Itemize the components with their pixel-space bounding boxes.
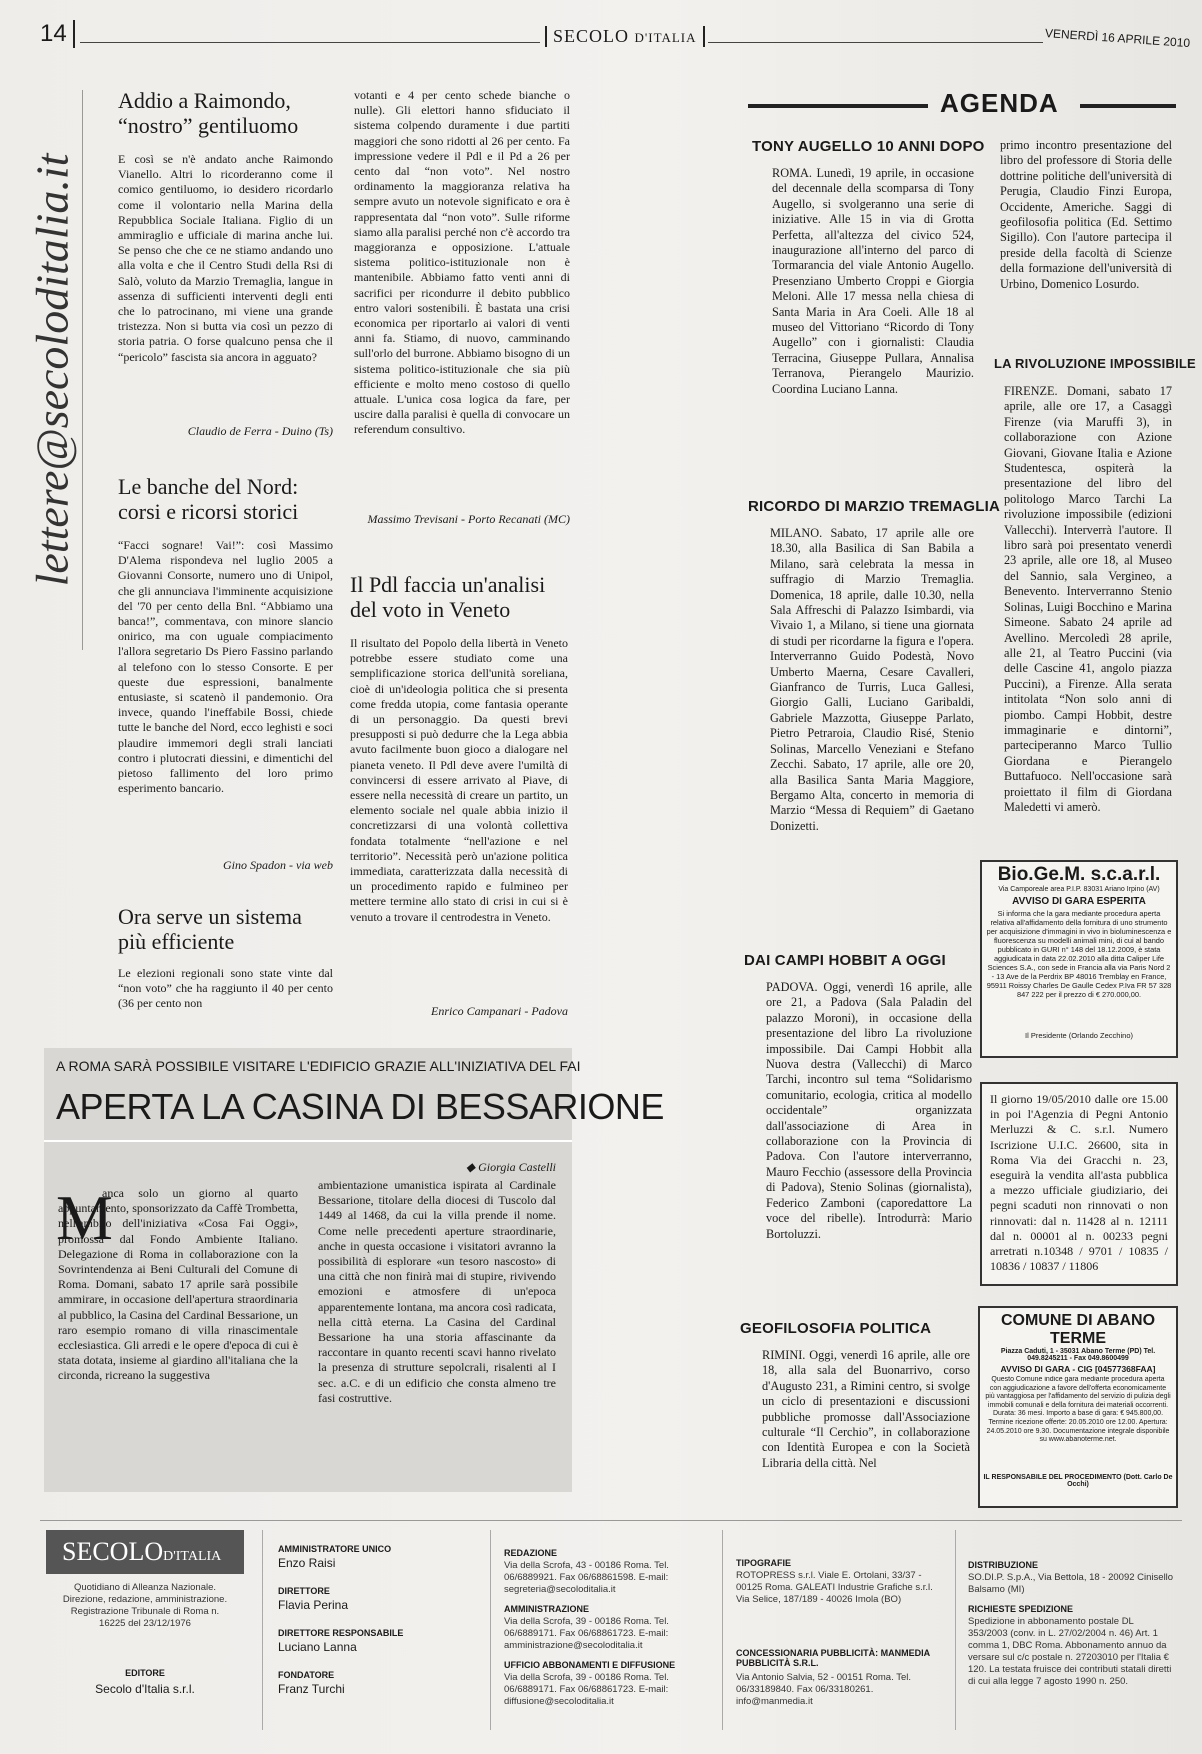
letter-body-continued: votanti e 4 per cento schede bianche o nulle). Gli elettori hanno sfiduciato il sistema colpendo duramente i due partiti maggiori che sono ridotti al 26 per cento. Fa impressione vedere il Pdl e il Pd a 26 per cento dal “non voto”. Nel nostro ordinamento la maggioranza relativa ha sempre avuto un notevole significato e ora è rappresentata dal “non voto”. Sulle riforme siamo alla paralisi perché non c'è accordo tra maggioranza e opposizione. L'attuale sistema politico-istituzionale non è mantenibile. Abbiamo fatto venti anni di sacrifici per ricondurre il debito pubblico entro valori sostenibili. È bastata una crisi economica per riportarlo ai valori di venti anni fa. Stiamo, di nuovo, camminando sull'orlo del burrone. Abbiamo bisogno di un sistema politico-istituzionale che sia più efficiente e molto meno costoso di quello attuale. L'unica cosa logica da fare, per uscire dalla paralisi è quella di convocare un referendum consultivo. [354,88,570,437]
ad-pegni [980,1082,1178,1286]
footer-label: EDITORE [125,1668,165,1678]
ad-title: COMUNE DI ABANO TERME [1000,1312,1156,1347]
letter-title [118,904,338,954]
footer-label: DISTRIBUZIONE [968,1560,1039,1570]
agenda-item-body: ROMA. Lunedì, 19 aprile, in occasione del decennale della scomparsa di Tony Augello, si svolgeranno una serie di iniziative. Alle 15 in via di Grotta Perfetta, all'altezza del civico 524, inaugurazione all'interno del parco di Tormarancia del viale Antonio Augello. Presenziano Umberto Croppi e Giorgia Meloni. Alle 17 messa nella chiesa di Santa Maria in Ara Coeli. Alle 18 al museo del Vittoriano “Ricordo di Tony Augello” con i giornalisti: Claudia Terracina, Giuseppe Pullara, Annalisa Terranova, Pierangelo Maurizio. Coordina Luciano Lanna. [772,166,974,396]
agenda-item-title: LA RIVOLUZIONE IMPOSSIBILE [994,356,1196,371]
ad-abano [978,1306,1178,1508]
letter-title-line: Le banche del Nord: [118,474,299,499]
footer-label: AMMINISTRATORE UNICO [278,1544,392,1554]
letter-title [118,88,338,138]
feature-dropcap: M [56,1182,113,1253]
letter-signature: Massimo Trevisani - Porto Recanati (MC) [367,512,570,526]
ad-address: Via Camporeale area P.I.P. 83031 Ariano Irpino (AV) [998,886,1160,893]
footer-label: FONDATORE [278,1670,335,1680]
footer-editore: Secolo d'Italia s.r.l. [95,1682,195,1696]
letter-signature: Enrico Campanari - Padova [431,1004,568,1018]
footer-label: AMMINISTRAZIONE [504,1604,589,1614]
agenda-item-body: primo incontro presentazione del libro del professore di Storia delle dottrine politiche dell'università di Perugia, Claudio Finzi Europa, Occidente, Americhe. Saggi di geofilosofia politica (Ed. Settimo Sigillo). Con l'autore partecipa il preside della facoltà di Scienze della formazione dell'università di Urbino, Domenico Losurdo. [1000,138,1172,291]
letter-title [118,474,338,524]
footer-tipografie: ROTOPRESS s.r.l. Viale E. Ortolani, 33/37 - 00125 Roma. GALEATI Industrie Grafiche s.r.l. Via Selice, 187/189 - 40026 Imola (BO) [736,1570,933,1605]
letter-signature: Claudio de Ferra - Duino (Ts) [187,424,333,438]
agenda-rule-right [1080,104,1176,108]
ad-address: Piazza Caduti, 1 - 35031 Abano Terme (PD) Tel. 049.8245211 - Fax 049.8600499 [1000,1348,1156,1362]
agenda-item-body: PADOVA. Oggi, venerdì 16 aprile, alle ore 21, a Padova (Sala Paladin del palazzo Moroni), in occasione della presentazione del libro La rivoluzione impossibile. Dai Campi Hobbit alla Nuova destra (Vallecchi) di Marco Tarchi, incontro sul tema “Solidarismo comunitario, ecologia, critica al modello occidentale” organizzata dall'associazione di Area in collaborazione con la Provincia di Padova. Con l'autore interverranno, Mauro Fecchio (assessore della Provincia di Padova), Stenio Solinas (giornalista), Federico Zamboni (caporedattore La voce del ribelle). Introdurrà: Mario Bortoluzzi. [766,980,972,1241]
ad-heading: AVVISO DI GARA ESPERITA [1012,896,1146,907]
letter-title-line: Il Pdl faccia un'analisi [350,572,546,597]
letter-title-line: più efficiente [118,929,235,954]
ad-title: Bio.Ge.M. s.c.a.r.l. [997,864,1161,885]
feature-kicker: A ROMA SARÀ POSSIBILE VISITARE L'EDIFICIO GRAZIE ALL'INIZIATIVA DEL FAI [56,1058,581,1074]
masthead-suffix: D'ITALIA [634,30,697,45]
footer-label: TIPOGRAFIE [736,1558,792,1568]
footer-abbonamenti: Via della Scrofa, 39 - 00186 Roma. Tel. 06/6889171. Fax 06/68861723. E-mail: diffusione@secoloditalia.it [504,1672,669,1707]
footer-logo [46,1530,244,1574]
ad-body: Il giorno 19/05/2010 dalle ore 15.00 in poi l'Agenzia di Pegni Antonio Merluzzi & C. s.r.l. Numero Iscrizione U.I.C. 26600, sita in Roma Via dei Gracchi n. 23, eseguirà la vendita all'asta pubblica a mezzo ufficiale giudiziario, dei pegni scaduti non rinnovati o non rinnovati: dal n. 11428 al n. 12111 dal n. 00001 al n. 00233 pegni arretrati n.10348 / 9701 / 10835 / 10836 / 10837 / 11806 [990,1092,1168,1274]
feature-author: ◆ Giorgia Castelli [465,1160,556,1174]
letter-signature: Gino Spadon - via web [223,858,333,872]
footer-label: UFFICIO ABBONAMENTI E DIFFUSIONE [504,1660,676,1670]
footer-redazione: Via della Scrofa, 43 - 00186 Roma. Tel. 06/6889921. Fax 06/68861598. E-mail: segreteria@secoloditalia.it [504,1560,669,1595]
footer-publisher-note: Quotidiano di Alleanza Nazionale. Direzione, redazione, amministrazione. Registrazione Tribunale di Roma n. 16225 del 23/12/1976 [62,1582,228,1629]
letter-body: Il risultato del Popolo della libertà in Veneto potrebbe essere studiato come una semplificazione storica dell'unità soreliana, cioè di un'ideologia politica che si presenta come fredda utopia, come fantasia operante di un personaggio. Da questi brevi presupposti si può dedurre che la Lega abbia avuto facilmente buon gioco a dialogare nel pianeta veneto. Il Pdl deve avere l'umiltà di convincersi di essere arrivato al Piave, di essere nella necessità di creare un partito, un elemento sociale nel quale abbia inizio il concretizzarsi di una volontà collettiva fondata totalmente “nell'azione e nel territorio”. Necessità però un'azione politica immediata, caratterizzata dalla necessità di un procedimento rapido e fulmineo per mettere termine allo stato di crisi in cui si è venuto a trovare il centrodestra in Veneto. [350,636,568,924]
letters-email[interactable] [26,90,78,650]
footer-label: DIRETTORE [278,1586,330,1596]
footer-divider [262,1530,263,1730]
masthead-title: SECOLO [553,26,630,46]
ad-biogem [980,860,1178,1058]
letters-email-text: lettere@secoloditalia.it [26,153,78,587]
letter-title-line: del voto in Veneto [350,597,511,622]
feature-separator [44,1140,572,1142]
ad-heading: AVVISO DI GARA - CIG [04577368FAA] [1000,1364,1156,1374]
issue-date: VENERDÌ 16 APRILE 2010 [1044,26,1191,51]
footer-pubblicita: Via Antonio Salvia, 52 - 00151 Roma. Tel. 06/33189840. Fax 06/33180261. info@manmedia.it [736,1672,911,1707]
page-number: 14 [40,20,75,48]
feature-body-col1: anca solo un giorno al quarto appuntamento, sponsorizzato da Caffè Trombetta, nell'ambito dell'iniziativa «Cosa Fai Oggi», promossa dal Fondo Ambiente Italiano. Delegazione di Roma in collaborazione con la Sovrintendenza ai Beni Culturali del Comune di Roma. Domani, sabato 17 aprile sarà possibile ammirare, in occasione dell'apertura straordinaria al pubblico, la Casina del Cardinal Bessarione, un raro esempio romano di villa rinascimentale ecclesiastica. Gli arredi e le opere d'epoca di cui è stata dotata, insieme al giardino all'italiana che la circonda, ricreano la suggestiva [58,1186,298,1383]
agenda-item-title: DAI CAMPI HOBBIT A OGGI [744,952,946,969]
footer-divider [722,1530,723,1730]
column-divider [82,90,83,650]
footer-admin: Enzo Raisi [278,1556,336,1570]
agenda-rule-left [748,104,928,108]
agenda-item-body: RIMINI. Oggi, venerdì 16 aprile, alle ore 18, alla sala del Buonarrivo, corso d'Augusto 231, a Rimini centro, si svolge un ciclo di presentazioni e discussioni pubbliche promosse dall'Associazione culturale “Il Cerchio”, in collaborazione con Identità Europea e con la Società Libraria della città. Nel [762,1348,970,1470]
header-rule-left [80,42,540,43]
footer-logo-suffix: D'ITALIA [163,1549,222,1564]
footer-amministrazione: Via della Scrofa, 39 - 00186 Roma. Tel. 06/6889171. Fax 06/68861723. E-mail: amministrazione@secoloditalia.it [504,1616,669,1651]
footer-resp: Luciano Lanna [278,1640,357,1654]
footer-direttore: Flavia Perina [278,1598,349,1612]
feature-body-col2: ambientazione umanistica ispirata al Cardinale Bessarione, titolare della diocesi di Tuscolo dal 1449 al 1468, da cui la villa prende il nome. Come nelle precedenti aperture straordinarie, anche in questa occasione i visitatori avranno la possibilità di esplorare «un tesoro nascosto» di una città che non finirà mai di stupire, rivivendo emozioni e atmosfere di un'epoca apparentemente lontana, ma ancora così radicata, nella città eterna. La Casina del Cardinal Bessarione ha una storia affascinante da raccontare in quanto recenti scavi hanno rivelato la presenza di strutture sepolcrali, risalenti al I sec. a.C. e di un edificio che consta almeno tre fasi costruttive. [318,1178,556,1405]
feature-title: APERTA LA CASINA DI BESSARIONE [56,1086,664,1127]
ad-signer: IL RESPONSABILE DEL PROCEDIMENTO (Dott. Carlo De Occhi) [983,1474,1173,1488]
letter-title-line: corsi e ricorsi storici [118,499,299,524]
footer-logo-text: SECOLO [62,1537,164,1566]
footer-distribuzione: SO.DI.P. S.p.A., Via Bettola, 18 - 20092 Cinisello Balsamo (MI) [968,1572,1174,1595]
agenda-item-title: RICORDO DI MARZIO TREMAGLIA [748,498,1001,515]
footer-label: REDAZIONE [504,1548,558,1558]
letter-title-line: Ora serve un sistema [118,904,302,929]
letter-title-line: “nostro” gentiluomo [118,113,299,138]
header-rule-right [708,42,1043,43]
letter-body: “Facci sognare! Vai!”: così Massimo D'Alema rispondeva nel luglio 2005 a Giovanni Consorte, numero uno di Unipol, che gli annunciava l'imminente acquisizione del '70 per cento della Bnl. “Abbiamo una banca!”, commentava, con minore slancio onirico, ma con uguale compiacimento l'allora segretario Ds Piero Fassino parlando al telefono con lo stesso Consorte. E per queste due espressioni, banalmente entusiaste, si scatenò il pandemonio. Ora invece, quando l'ineffabile Bossi, chiede tutte le banche del Nord, ecco leghisti e soci plaudire immemori degli strali lanciati contro i plutocrati diessini, e dimentichi del pietoso fallimento del loro primo esperimento bancario. [118,538,333,796]
letter-title-line: Addio a Raimondo, [118,88,291,113]
ad-signer: Il Presidente (Orlando Zecchino) [1025,1031,1133,1040]
letter-body: E così se n'è andato anche Raimondo Vianello. Altri lo ricorderanno come il comico gentiluomo, io desidero ricordarlo come il volontario nella Marina della Repubblica Sociale Italiana. Figlio di un ammiraglio e ufficiale di marina anche lui. Se penso che che ce ne stiamo andando uno alla volta e che il Centro Studi della Rsi di Salò, voluto da Marzio Tremaglia, langue in assenza di sufficienti interventi degli enti che lo patrocinano, mi viene una grande tristezza. Non si butta via così un pezzo di storia patria. O forse qualcuno pensa che il “pericolo” fascista sia ancora in agguato? [118,152,333,364]
masthead [545,26,705,47]
footer-label: CONCESSIONARIA PUBBLICITÀ: MANMEDIA PUBBLICITÀ S.R.L. [736,1648,930,1668]
footer-divider [490,1530,491,1730]
letter-body: Le elezioni regionali sono state vinte dal “non voto” che ha raggiunto il 40 per cento (36 per cento non [118,966,333,1011]
ad-body: Si informa che la gara mediante procedura aperta relativa all'affidamento della fornitura di uno strumento per acquisizione d'immagini in vivo in bioluminescenza e fluorescenza su modelli animali mini, di cui al bando pubblicato in GURI n° 148 del 18.12.2009, è stata aggiudicata in data 22.02.2010 alla ditta Caliper Life Sciences S.A., con sede in Francia alla via Paris Nord 2 - 13 Ave de la Perdrix BP 48016 Tremblay en France, 95911 Roissy Charles De Gaulle Cedex P.Iva FR 57 328 847 222 per il prezzo di € 270.000,00. [986,909,1172,999]
footer-label: RICHIESTE SPEDIZIONE [968,1604,1074,1614]
footer-divider [955,1530,956,1730]
footer-fondatore: Franz Turchi [278,1682,345,1696]
agenda-label: AGENDA [940,88,1059,118]
letter-title [350,572,580,622]
agenda-item-title: GEOFILOSOFIA POLITICA [740,1320,932,1337]
agenda-item-body: MILANO. Sabato, 17 aprile alle ore 18.30, alla Basilica di San Babila a Milano, sarà celebrata la messa in suffragio di Marzio Tremaglia. Domenica, 18 aprile, dalle 10.30, nella Sala Affreschi di Palazzo Isimbardi, via Vivaio 1, a Milano, si tiene una giornata di studi per ricordarne la figura e l'opera. Interverranno Guido Podestà, Novo Umberto Maerna, Cesare Cavalleri, Gianfranco de Turris, Luca Gallesi, Giorgio Galli, Luciano Garibaldi, Gabriele Mazzotta, Giuseppe Parlato, Pietro Petraroia, Claudio Risé, Stenio Solinas, Marcello Veneziani e Stefano Zecchi. Sabato, 17 aprile, alle ore 20, alla Basilica Santa Maria Maggiore, Bergamo Alta, concerto in memoria di Marzio “Messa di Requiem” di Gaetano Donizetti. [770,526,974,833]
agenda-item-body: FIRENZE. Domani, sabato 17 aprile, alle ore 17, a Casaggì Firenze (via Maruffi 3), in collaborazione con Azione Giovani, Giovane Italia e Azione Studentesca, ospiterà la presentazione del libro del politologo Marco Tarchi La rivoluzione impossibile (edizioni Vallecchi). Interverrà l'autore. Il libro sarà poi presentato venerdì 23 aprile, alle ore 18, al Museo del Sannio, sala Vergineo, a Benevento. Interverranno Stenio Solinas, Luigi Bocchino e Marina Simeone. Sabato 24 aprile ad Avellino. Mercoledì 28 aprile, alle 21, al Teatro Puccini (via delle Cascine 41, angolo piazza Puccini), a Firenze. Alla serata intitolata “Non solo anni di piombo. Campi Hobbit, destre immaginarie e dintorni”, parteciperanno Marco Tullio Giordana e Pierangelo Buttafuoco. Nell'occasione sarà proiettato il film di Giordana Maledetti vi amerò. [1004,384,1172,814]
ad-body: Questo Comune indice gara mediante procedura aperta con aggiudicazione a favore dell'offerta economicamente più vantaggiosa per l'affidamento del servizio di pulizia degli immobili comunali e della fornitura dei materiali occorrenti. Durata: 36 mesi. Importo a base di gara: € 945.800,00. Termine ricezione offerte: 20.05.2010 ore 12.00. Apertura: 24.05.2010 ore 9.30. Documentazione integrale disponibile su www.abanoterme.net. [985,1376,1171,1444]
footer-rule [40,1520,1182,1521]
footer-label: DIRETTORE RESPONSABILE [278,1628,404,1638]
footer-spedizione: Spedizione in abbonamento postale DL 353/2003 (conv. in L. 27/02/2004 n. 46) Art. 1 comma 1, DBC Roma. Abbonamento annuo da versare sul c/c postale n. 27203010 per l'Italia € 120. La testata fruisce dei contributi statali diretti di cui alla legge 7 agosto 1990 n. 250. [968,1616,1172,1687]
agenda-item-title: TONY AUGELLO 10 ANNI DOPO [752,138,985,155]
